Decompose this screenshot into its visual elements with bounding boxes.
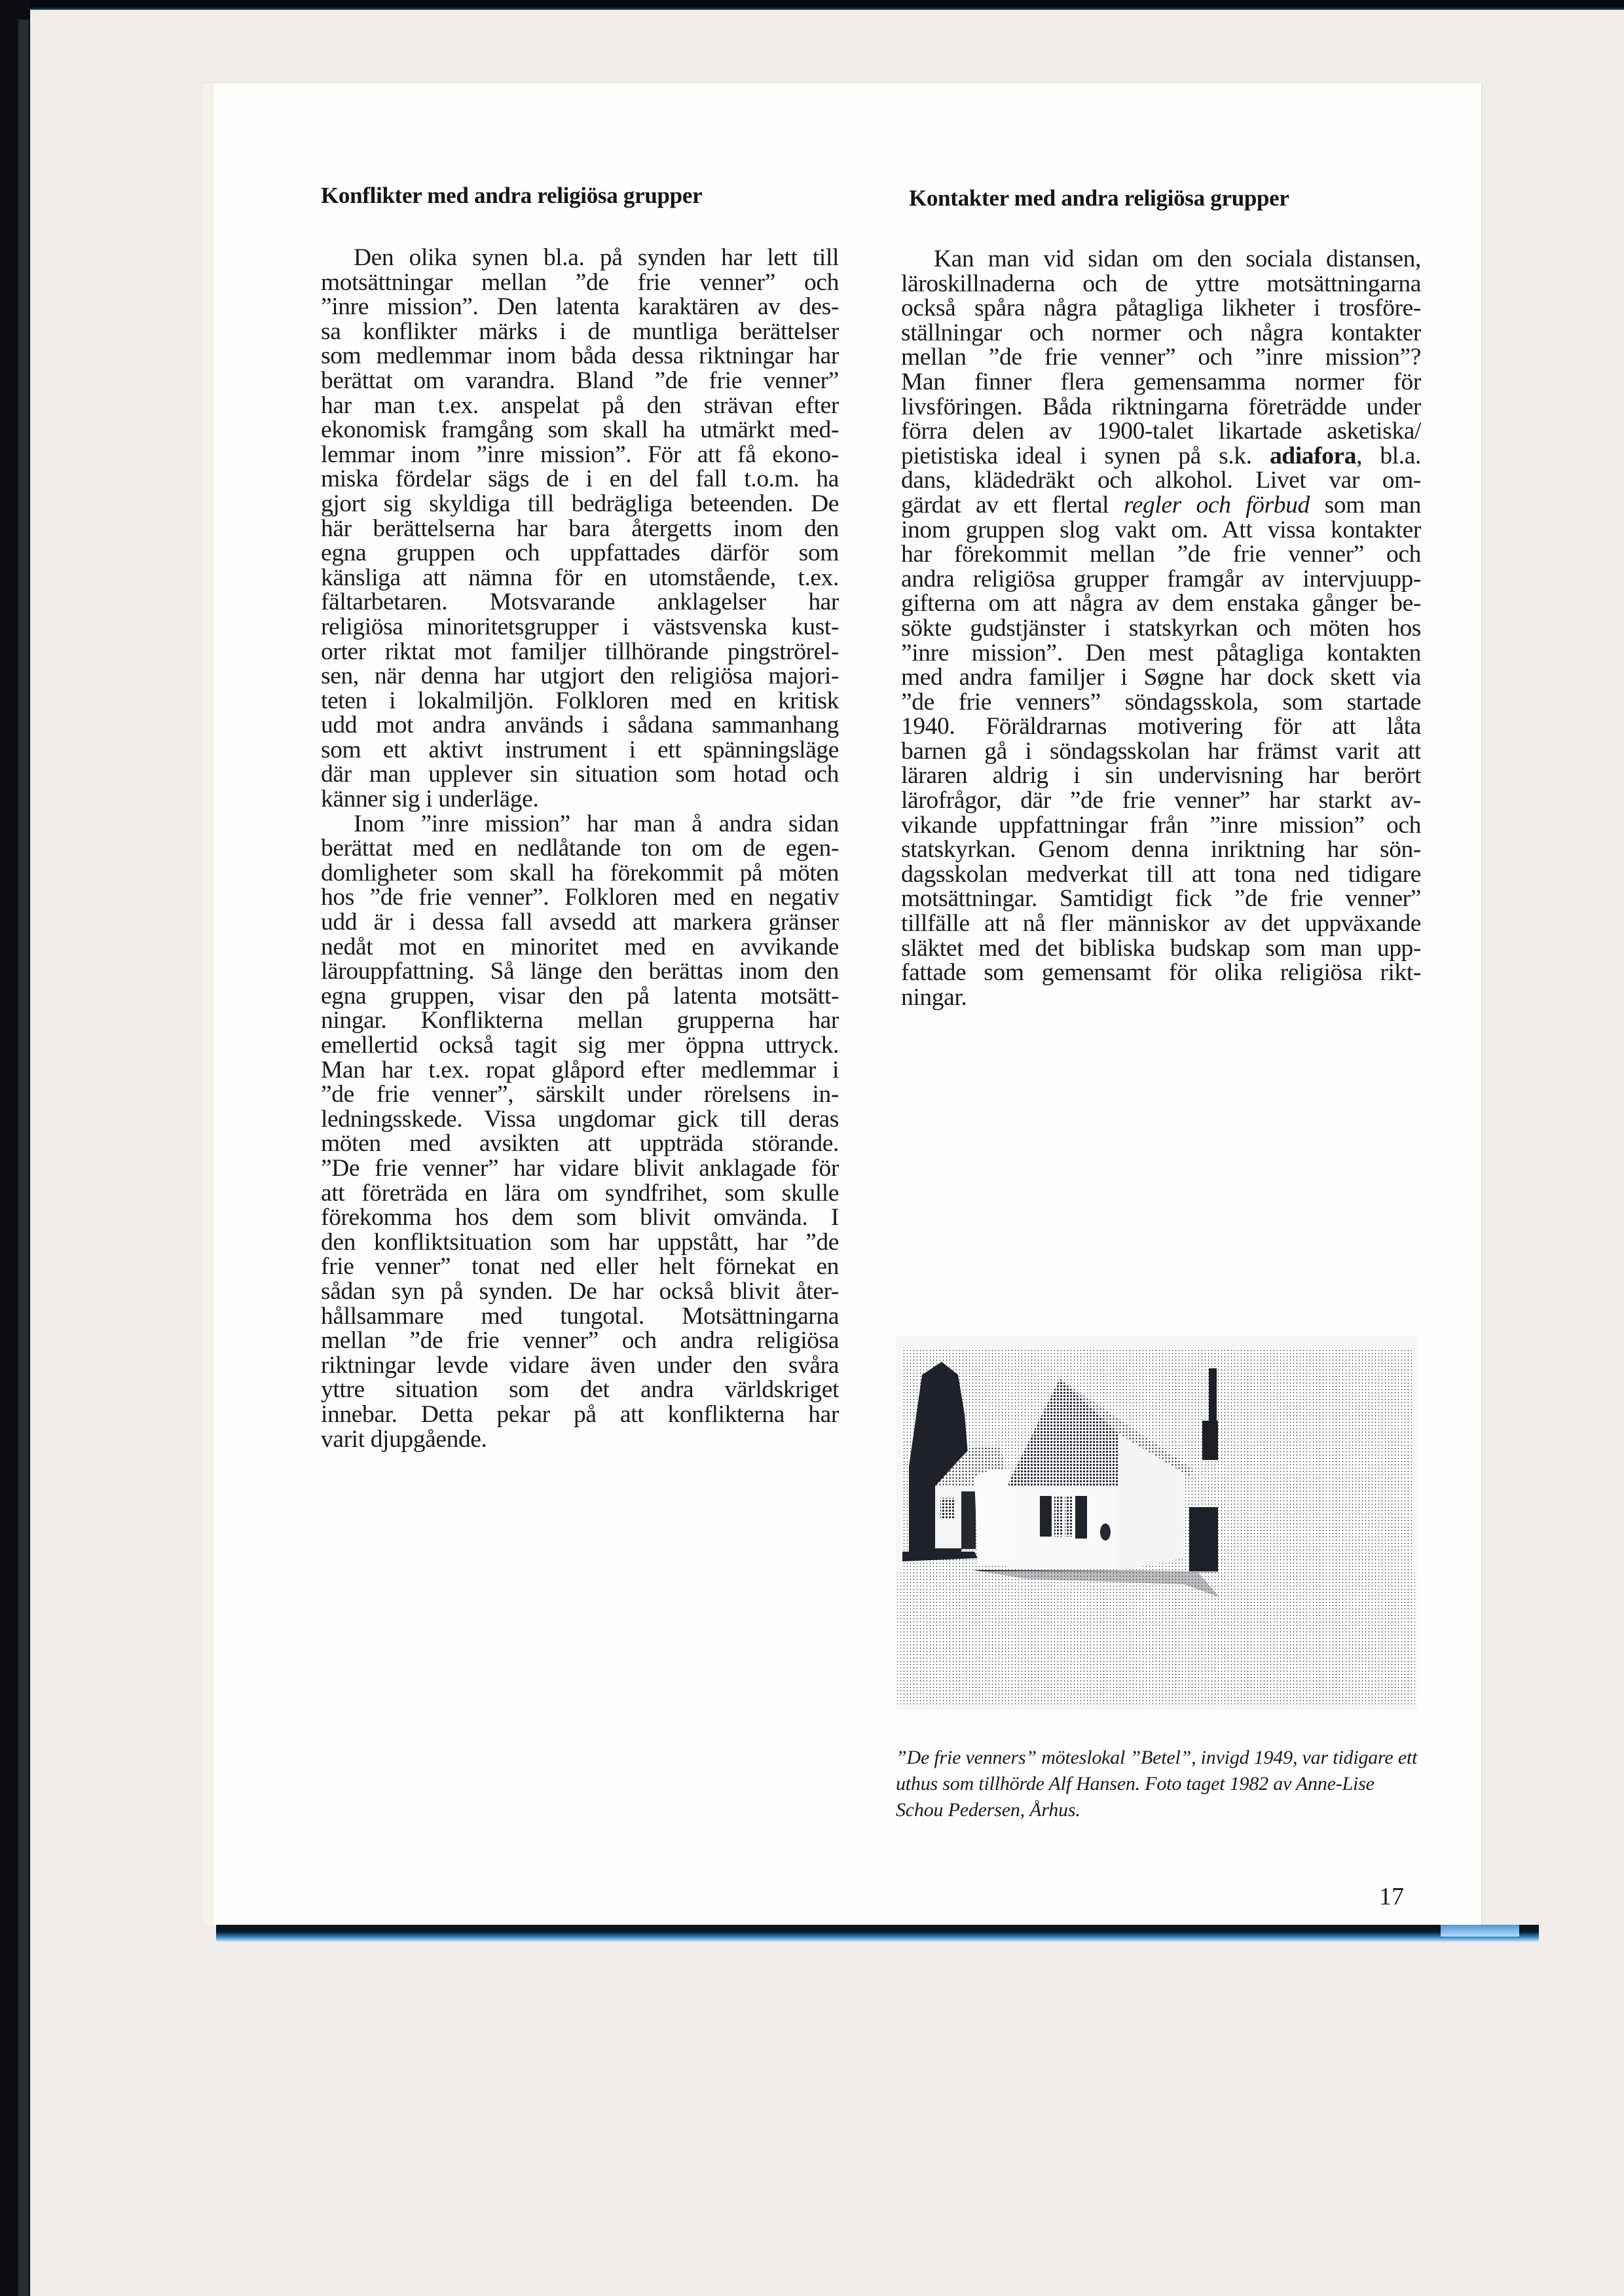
text-line: gjort sig skyldiga till bedrägliga beteenden. De [321,490,839,517]
figure-caption: ”De frie venners” möteslokal ”Betel”, invigd 1949, var tidigare ett uthus som tillhörde Alf Hansen. Foto taget 1982 av Anne-Lise Schou Pedersen, Århus. [896,1747,1418,1821]
text-line: den konfliktsituation som har uppstått, har ”de [321,1228,839,1256]
text-line: ”inre mission”. Den mest påtagliga kontakten [901,639,1421,666]
annex-door [961,1491,976,1549]
text-line: emellertid också tagit sig mer öppna uttryck. [321,1032,839,1059]
text-line: vikande uppfattningar från ”inre mission” och [901,811,1421,839]
text-line: Kan man vid sidan om den sociala distansen, [934,246,1421,272]
text-line: att företräda en lära om syndfrihet, som skulle [321,1179,839,1207]
text-line: förekomma hos dem som blivit omvända. I [321,1204,839,1231]
text-line: teten i lokalmiljön. Folkloren med en kritisk [321,687,839,714]
text-line: frie venner” tonat ned eller helt förnekat en [321,1253,839,1281]
text-line: Inom ”inre mission” har man å andra sidan [354,810,839,837]
text-line: här berättelserna har bara återgetts inom den [321,515,839,542]
meeting-house-photo [896,1336,1418,1710]
mailbox [1100,1523,1111,1540]
text-line: sa konflikter märks i de muntliga berättelser [321,318,839,345]
text-line: gärdat av ett flertal regler och förbud som man [901,491,1422,519]
italic-term: regler och förbud [1123,491,1310,519]
text-line: fältarbetaren. Motsvarande anklagelser har [321,589,839,616]
scanner-top-edge [0,0,1624,10]
bold-term: adiafora [1269,442,1357,469]
text-line: ”de frie venners” söndagsskola, som startade [901,688,1421,716]
text-line: statskyrkan. Genom denna inriktning har sön- [901,836,1421,864]
text-line: lemmar inom ”inre mission”. För att få ekono- [321,441,839,468]
left-column-body [321,246,839,1451]
text-line: med andra familjer i Søgne har dock skett via [901,664,1421,691]
underlying-page-corner [1441,1925,1519,1937]
text-line: Man finner flera gemensamma normer för [901,368,1421,395]
text-line: fattade som gemensamt för olika religiösa rikt- [901,959,1421,987]
text-line: berättat med en nedlåtande ton om de egen- [321,835,839,862]
window-shutter-right [1075,1496,1087,1539]
book-page [203,83,1481,1925]
text-line: läraren aldrig i sin undervisning har berört [901,762,1421,790]
text-line: udd är i dessa fall avsedd att markera gränser [321,909,839,936]
text-line: tillfälle att nå fler människor av det uppväxande [901,910,1421,938]
text-line: mellan ”de frie venner” och andra religiösa [321,1327,839,1355]
window-pane [1065,1496,1073,1537]
text-line: gifterna om att några av dem enstaka gånger be- [901,590,1421,617]
text-line: motsättningar. Samtidigt fick ”de frie venner” [901,885,1421,913]
figure-photo [896,1336,1418,1710]
text-line: lärouppfattning. Så länge den berättas inom den [321,958,839,985]
foreground [896,1571,1418,1704]
text-line: sådan syn på synden. De har också blivit åter- [321,1277,839,1305]
annex-side-wall [974,1470,1010,1565]
left-column-heading: Konflikter med andra religiösa grupper [321,183,703,208]
text-line: släktet med det bibliska budskap som man upp- [901,934,1421,962]
text-line: andra religiösa grupper framgår av intervjuupp- [901,565,1421,592]
text-line: känsliga att nämna för en utomstående, t.ex. [321,564,839,591]
text-line: ledningsskede. Vissa ungdomar gick till deras [321,1105,839,1133]
text-line: udd mot andra används i sådana sammanhang [321,712,839,739]
text-line: också spåra några påtagliga likheter i trosföre- [901,295,1421,322]
text-line: hållsammare med tungotal. Motsättningarna [321,1302,839,1330]
text-line: som ett aktivt instrument i ett spänningsläge [321,736,839,763]
pole-box [1202,1421,1218,1460]
text-line: berättat om varandra. Bland ”de frie venner” [321,367,839,394]
text-line: innebar. Detta pekar på att konflikterna har [321,1400,839,1428]
text-line: varit djupgående. [321,1425,487,1453]
text-line: dans, klädedräkt och alkohol. Livet var om- [901,467,1421,494]
text-line: livsföringen. Båda riktningarna företrädde under [901,393,1421,420]
text-line: ”inre mission”. Den latenta karaktären av des- [321,293,839,321]
page-binding-edge [203,83,213,1925]
text-line: ”De frie venner” har vidare blivit anklagade för [321,1154,839,1182]
text-line: motsättningar mellan ”de frie venner” och [321,268,839,296]
text-line: yttre situation som det andra världskriget [321,1376,839,1404]
annex-window [940,1498,955,1519]
text-line: som medlemmar inom båda dessa riktningar har [321,342,839,370]
underlying-page-edge [216,1925,1539,1942]
right-column-body [901,247,1421,1010]
text-line: förra delen av 1900-talet likartade asketiska/ [901,418,1421,445]
text-line: har man t.ex. anspelat på den strävan efter [321,392,839,419]
text-line: dagsskolan medverkat till att tona ned tidigare [901,860,1421,888]
text-line: ningar. [901,983,967,1011]
text-line: Man har t.ex. ropat glåpord efter medlemmar i [321,1056,839,1084]
text-line: inom gruppen slog vakt om. Att vissa kontakter [901,516,1421,543]
text-line: orter riktat mot familjer tillhörande pingströrel- [321,638,839,665]
pole [1209,1368,1217,1427]
text-line: där man upplever sin situation som hotad och [321,761,839,788]
text-line: ”de frie venner”, särskilt under rörelsens in- [321,1081,839,1108]
text-line: ställningar och normer och några kontakter [901,319,1421,346]
text-line: pietistiska ideal i synen på s.k. adiafora, bl.a. [901,442,1421,469]
page-number: 17 [1379,1883,1404,1910]
text-line: riktningar levde vidare även under den svåra [321,1351,839,1379]
right-column-heading: Kontakter med andra religiösa grupper [909,185,1289,211]
window-pane [1054,1496,1062,1537]
text-line: läroskillnaderna och de yttre motsättningarna [901,270,1421,297]
text-line: har förekommit mellan ”de frie venner” och [901,541,1421,568]
text-line: mellan ”de frie venner” och ”inre mission”? [901,344,1421,371]
scanner-left-band [18,20,29,2296]
text-line: hos ”de frie venner”. Folkloren med en negativ [321,884,839,911]
text-line: egna gruppen, visar den på latenta motsätt- [321,982,839,1010]
text-line: lärofrågor, där ”de frie venner” har starkt av- [901,787,1421,814]
right-structure [1189,1507,1218,1573]
text-line: känner sig i underläge. [321,786,539,813]
text-line: ekonomisk framgång som skall ha utmärkt med- [321,416,839,444]
text-line: egna gruppen och uppfattades därför som [321,539,839,567]
text-line: nedåt mot en minoritet med en avvikande [321,933,839,960]
text-line: domligheter som skall ha förekommit på möten [321,859,839,886]
text-line: barnen gå i söndagsskolan har främst varit att [901,737,1421,765]
text-line: möten med avsikten att uppträda störande. [321,1130,839,1157]
window-shutter-left [1040,1496,1052,1537]
text-line: religiösa minoritetsgrupper i västsvenska kust- [321,613,839,640]
text-line: sen, när denna har utgjort den religiösa majori- [321,663,839,690]
text-line: Den olika synen bl.a. på synden har lett till [354,244,839,271]
text-line: 1940. Föräldrarnas motivering för att låta [901,713,1421,740]
text-line: sökte gudstjänster i statskyrkan och möten hos [901,614,1421,642]
text-line: miska fördelar sägs de i en del fall t.o.m. ha [321,465,839,493]
text-line: ningar. Konflikterna mellan grupperna har [321,1007,839,1034]
